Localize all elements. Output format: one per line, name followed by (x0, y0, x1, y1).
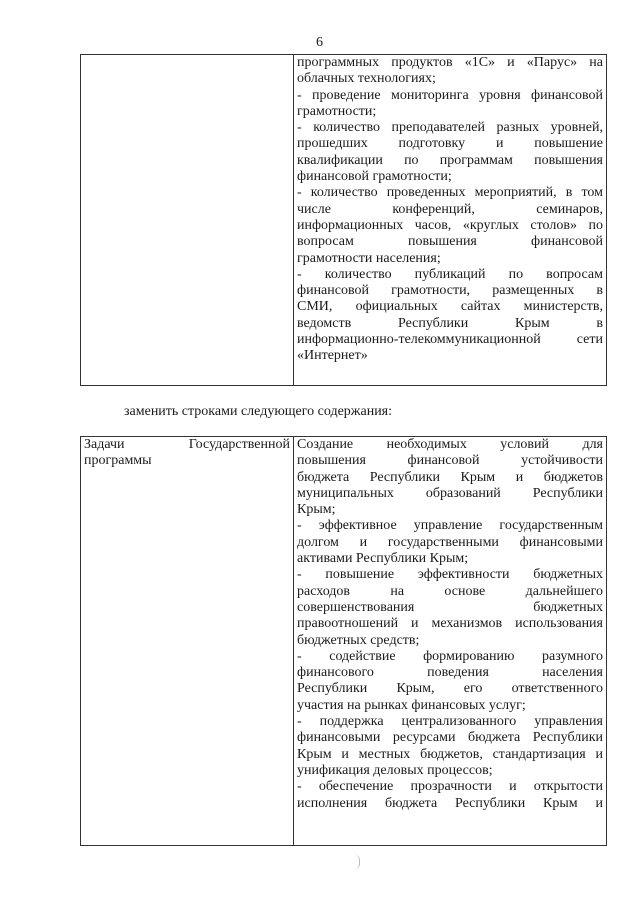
text-line: правоотношений и механизмов использования (297, 616, 603, 632)
text-line: - обеспечение прозрачности и открытости (297, 779, 603, 795)
text-line: - повышение эффективности бюджетных (297, 567, 603, 583)
text-line: бюджетных средств; (297, 632, 420, 648)
table1-right-lines (297, 55, 603, 365)
text-line: - проведение мониторинга уровня финансовой (297, 87, 603, 103)
table2-right-cell (294, 437, 607, 846)
text-line: бюджета Республики Крым и бюджетов (297, 469, 603, 485)
text-line: облачных технологиях; (297, 71, 436, 87)
text-line: грамотности; (297, 103, 377, 119)
text-line: Задачи Государственной (84, 437, 290, 452)
text-line: финансового поведения населения (297, 665, 603, 681)
text-line: долгом и государственными финансовыми (297, 534, 603, 550)
table-row (81, 55, 607, 386)
text-line: - поддержка централизованного управления (297, 714, 603, 730)
text-line: Крым; (297, 502, 336, 518)
continued-table (80, 54, 607, 386)
text-line: информационных часов, «круглых столов» по (297, 217, 603, 233)
text-line: грамотности населения; (297, 250, 441, 266)
text-line: - содействие формированию разумного (297, 648, 603, 664)
text-line: унификация деловых процессов; (297, 762, 493, 778)
text-line: - количество публикаций по вопросам (297, 266, 603, 282)
text-line: числе конференций, семинаров, (297, 201, 603, 217)
text-line: финансовой грамотности; (297, 169, 452, 185)
text-line: программы (84, 453, 152, 469)
table2-left-cell (81, 437, 294, 846)
table2-left-lines (84, 437, 290, 470)
replacement-intro: заменить строками следующего содержания: (124, 404, 393, 419)
table-row (81, 437, 607, 846)
text-line: информационно-телекоммуникационной сети (297, 332, 603, 348)
text-line: вопросам повышения финансовой (297, 234, 603, 250)
scan-mark (355, 855, 360, 869)
text-line: расходов на основе дальнейшего (297, 583, 603, 599)
text-line: - эффективное управление государственным (297, 518, 603, 534)
text-line: ведомств Республики Крым в (297, 315, 603, 331)
text-line: программных продуктов «1С» и «Парус» на (297, 55, 603, 70)
text-line: активами Республики Крым; (297, 551, 469, 567)
table1-right-cell (294, 55, 607, 386)
text-line: совершенствования бюджетных (297, 599, 603, 615)
text-line: квалификации по программам повышения (297, 152, 603, 168)
replacement-table (80, 436, 607, 846)
text-line: «Интернет» (297, 348, 368, 364)
page-number: 6 (316, 35, 323, 50)
text-line: финансовой грамотности, размещенных в (297, 283, 603, 299)
text-line: СМИ, официальных сайтах министерств, (297, 299, 603, 315)
text-line: Республики Крым, его ответственного (297, 681, 603, 697)
text-line: финансовыми ресурсами бюджета Республики (297, 730, 603, 746)
text-line: исполнения бюджета Республики Крым и (297, 795, 603, 811)
table2-right-lines (297, 437, 603, 812)
text-line: прошедших подготовку и повышение (297, 136, 603, 152)
text-line: Крым и местных бюджетов, стандартизация и (297, 746, 603, 762)
text-line: - количество проведенных мероприятий, в том (297, 185, 603, 201)
text-line: муниципальных образований Республики (297, 485, 603, 501)
text-line: - количество преподавателей разных уровней, (297, 120, 603, 136)
text-line: участия на рынках финансовых услуг; (297, 697, 526, 713)
table1-left-cell (81, 55, 294, 386)
text-line: повышения финансовой устойчивости (297, 453, 603, 469)
text-line: Создание необходимых условий для (297, 437, 603, 452)
